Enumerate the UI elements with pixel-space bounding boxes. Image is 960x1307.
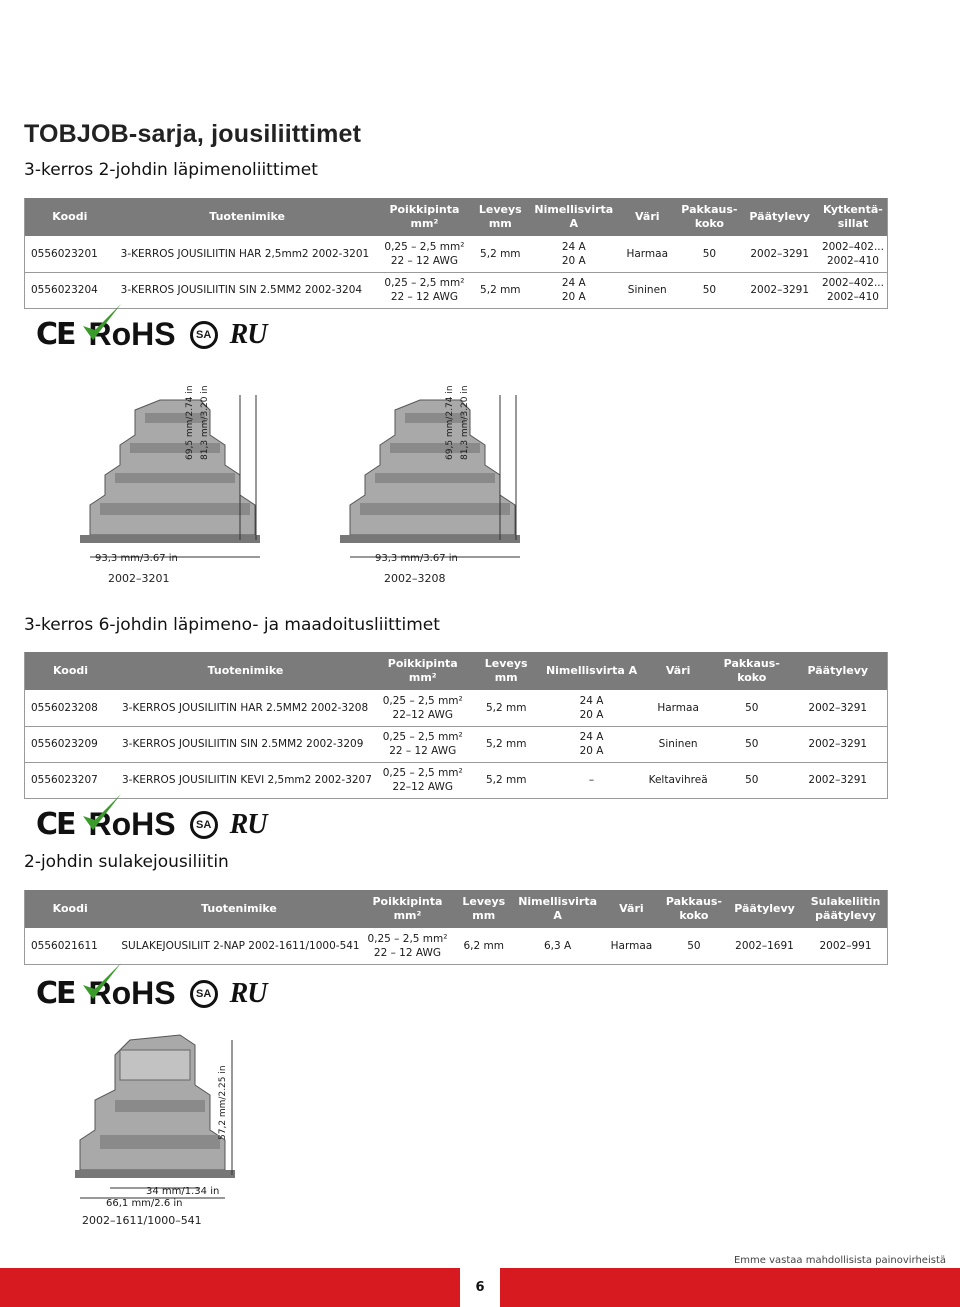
dim-height2-right: 81,3 mm/3.20 in: [460, 385, 470, 460]
page-title: TOBJOB-sarja, jousiliittimet: [24, 120, 362, 148]
table-cell: 0556023209: [25, 726, 116, 762]
table-cell: 50: [678, 236, 740, 272]
caption-2002-3208: 2002–3208: [384, 572, 446, 585]
column-header: Väri: [616, 198, 678, 236]
column-header: Koodi: [25, 890, 116, 928]
table-cell: 50: [678, 272, 740, 308]
column-header: Pakkaus- koko: [663, 890, 725, 928]
table-row: [25, 726, 888, 762]
column-header: Tuotenimike: [115, 890, 362, 928]
caption-2002-3201: 2002–3201: [108, 572, 170, 585]
table-cell: 2002–3291: [789, 762, 888, 798]
ce-mark-icon: CE: [36, 976, 75, 1011]
table-cell: 24 A 20 A: [531, 236, 616, 272]
column-header: Poikkipinta mm²: [375, 652, 471, 690]
dim-width-right: 93,3 mm/3.67 in: [375, 553, 458, 564]
column-header: Sulakeliitin päätylevy: [804, 890, 887, 928]
column-header: Poikkipinta mm²: [380, 198, 470, 236]
table-cell: 5,2 mm: [471, 762, 542, 798]
rohs-label: RoHS: [88, 975, 176, 1011]
table-cell: 0,25 – 2,5 mm² 22 – 12 AWG: [375, 726, 471, 762]
check-icon: [81, 300, 123, 346]
ul-logo-icon: RU: [229, 977, 267, 1009]
column-header: Poikkipinta mm²: [363, 890, 453, 928]
rohs-label: RoHS: [88, 806, 176, 842]
table-cell: 24 A 20 A: [531, 272, 616, 308]
table-cell: 0,25 – 2,5 mm² 22–12 AWG: [375, 690, 471, 726]
table-cell: 3-KERROS JOUSILIITIN HAR 2.5MM2 2002-3208: [116, 690, 375, 726]
table-cell: Harmaa: [616, 236, 678, 272]
column-header: Kytkentä- sillat: [819, 198, 888, 236]
column-header: Koodi: [25, 198, 115, 236]
rohs-label: RoHS: [88, 316, 176, 352]
csa-logo-icon: SA: [190, 811, 218, 839]
table-cell: 2002–3291: [740, 272, 818, 308]
column-header: Päätylevy: [789, 652, 888, 690]
rohs-logo: [89, 975, 176, 1012]
table-cell: 50: [715, 762, 789, 798]
table-section2: [24, 652, 888, 799]
table-row: [25, 690, 888, 726]
terminal-block-2002-3201-drawing: [80, 395, 260, 557]
rohs-logo: [89, 806, 176, 843]
table-cell: 5,2 mm: [471, 690, 542, 726]
check-icon: [81, 790, 123, 836]
column-header: Tuotenimike: [115, 198, 380, 236]
table-cell: 2002–402... 2002–410: [819, 236, 888, 272]
footer-disclaimer: Emme vastaa mahdollisista painovirheistä: [733, 1255, 946, 1266]
dim-height-57mm: 57,2 mm/2.25 in: [218, 1065, 228, 1140]
table-cell: 3-KERROS JOUSILIITIN HAR 2,5mm2 2002-3201: [115, 236, 380, 272]
column-header: Nimellisvirta A: [515, 890, 600, 928]
table-cell: 0556023207: [25, 762, 116, 798]
table-cell: Keltavihreä: [641, 762, 715, 798]
column-header: Pakkaus- koko: [715, 652, 789, 690]
column-header: Päätylevy: [740, 198, 818, 236]
table-row: [25, 762, 888, 798]
caption-2002-1611: 2002–1611/1000–541: [82, 1214, 202, 1227]
dim-height1-right: 69,5 mm/2.74 in: [445, 385, 455, 460]
table-cell: 2002–402... 2002–410: [819, 272, 888, 308]
dim-width-34mm: 34 mm/1.34 in: [146, 1186, 220, 1197]
ul-logo-icon: RU: [229, 318, 267, 350]
column-header: Väri: [641, 652, 715, 690]
table-cell: 5,2 mm: [469, 272, 531, 308]
table-cell: –: [542, 762, 641, 798]
table-cell: Harmaa: [600, 928, 663, 964]
certification-logos-1: [36, 316, 267, 353]
column-header: Päätylevy: [725, 890, 804, 928]
table-cell: 2002–3291: [740, 236, 818, 272]
table-cell: 3-KERROS JOUSILIITIN KEVI 2,5mm2 2002-3207: [116, 762, 375, 798]
column-header: Leveys mm: [452, 890, 515, 928]
table-cell: 0,25 – 2,5 mm² 22 – 12 AWG: [380, 272, 470, 308]
dim-height2-left: 81,3 mm/3.20 in: [200, 385, 210, 460]
table-cell: 3-KERROS JOUSILIITIN SIN 2.5MM2 2002-3204: [115, 272, 380, 308]
ce-mark-icon: CE: [36, 317, 75, 352]
column-header: Leveys mm: [471, 652, 542, 690]
table-cell: 5,2 mm: [469, 236, 531, 272]
table-row: [25, 236, 888, 272]
table-cell: Sininen: [641, 726, 715, 762]
terminal-block-2002-3208-drawing: [340, 395, 520, 557]
check-icon: [81, 959, 123, 1005]
section2-heading: 3-kerros 6-johdin läpimeno- ja maadoitusliittimet: [24, 615, 440, 635]
table-cell: 0,25 – 2,5 mm² 22 – 12 AWG: [363, 928, 453, 964]
table-row: [25, 928, 888, 964]
table-cell: 50: [715, 726, 789, 762]
table-cell: 24 A 20 A: [542, 726, 641, 762]
table-cell: Harmaa: [641, 690, 715, 726]
table-cell: 0,25 – 2,5 mm² 22–12 AWG: [375, 762, 471, 798]
column-header: Koodi: [25, 652, 116, 690]
csa-logo-icon: SA: [190, 321, 218, 349]
rohs-logo: [89, 316, 176, 353]
table-cell: 0,25 – 2,5 mm² 22 – 12 AWG: [380, 236, 470, 272]
table-cell: 6,3 A: [515, 928, 600, 964]
table-cell: 50: [715, 690, 789, 726]
dim-width-left: 93,3 mm/3.67 in: [95, 553, 178, 564]
table-cell: 0556023201: [25, 236, 115, 272]
table-cell: 2002–991: [804, 928, 887, 964]
column-header: Pakkaus- koko: [678, 198, 740, 236]
table-cell: 2002–3291: [789, 690, 888, 726]
dim-width-66mm: 66,1 mm/2.6 in: [106, 1198, 183, 1209]
table-cell: 5,2 mm: [471, 726, 542, 762]
csa-logo-icon: SA: [190, 980, 218, 1008]
table-cell: 24 A 20 A: [542, 690, 641, 726]
column-header: Tuotenimike: [116, 652, 375, 690]
table-cell: 3-KERROS JOUSILIITIN SIN 2.5MM2 2002-3209: [116, 726, 375, 762]
table-cell: 50: [663, 928, 725, 964]
dim-height1-left: 69,5 mm/2.74 in: [185, 385, 195, 460]
table-section1: [24, 198, 888, 309]
section3-heading: 2-johdin sulakejousiliitin: [24, 852, 229, 872]
table-cell: 0556023204: [25, 272, 115, 308]
table-cell: 2002–3291: [789, 726, 888, 762]
table-cell: 0556021611: [25, 928, 116, 964]
certification-logos-2: [36, 806, 267, 843]
table-cell: SULAKEJOUSILIIT 2-NAP 2002-1611/1000-541: [115, 928, 362, 964]
table-cell: 2002–1691: [725, 928, 804, 964]
ce-mark-icon: CE: [36, 807, 75, 842]
column-header: Leveys mm: [469, 198, 531, 236]
column-header: Nimellisvirta A: [531, 198, 616, 236]
certification-logos-3: [36, 975, 267, 1012]
section1-heading: 3-kerros 2-johdin läpimenoliittimet: [24, 160, 318, 180]
ul-logo-icon: RU: [229, 808, 267, 840]
table-section3: [24, 890, 888, 965]
table-cell: 0556023208: [25, 690, 116, 726]
column-header: Väri: [600, 890, 663, 928]
column-header: Nimellisvirta A: [542, 652, 641, 690]
table-cell: 6,2 mm: [452, 928, 515, 964]
table-cell: Sininen: [616, 272, 678, 308]
page-number: 6: [460, 1268, 500, 1307]
table-row: [25, 272, 888, 308]
